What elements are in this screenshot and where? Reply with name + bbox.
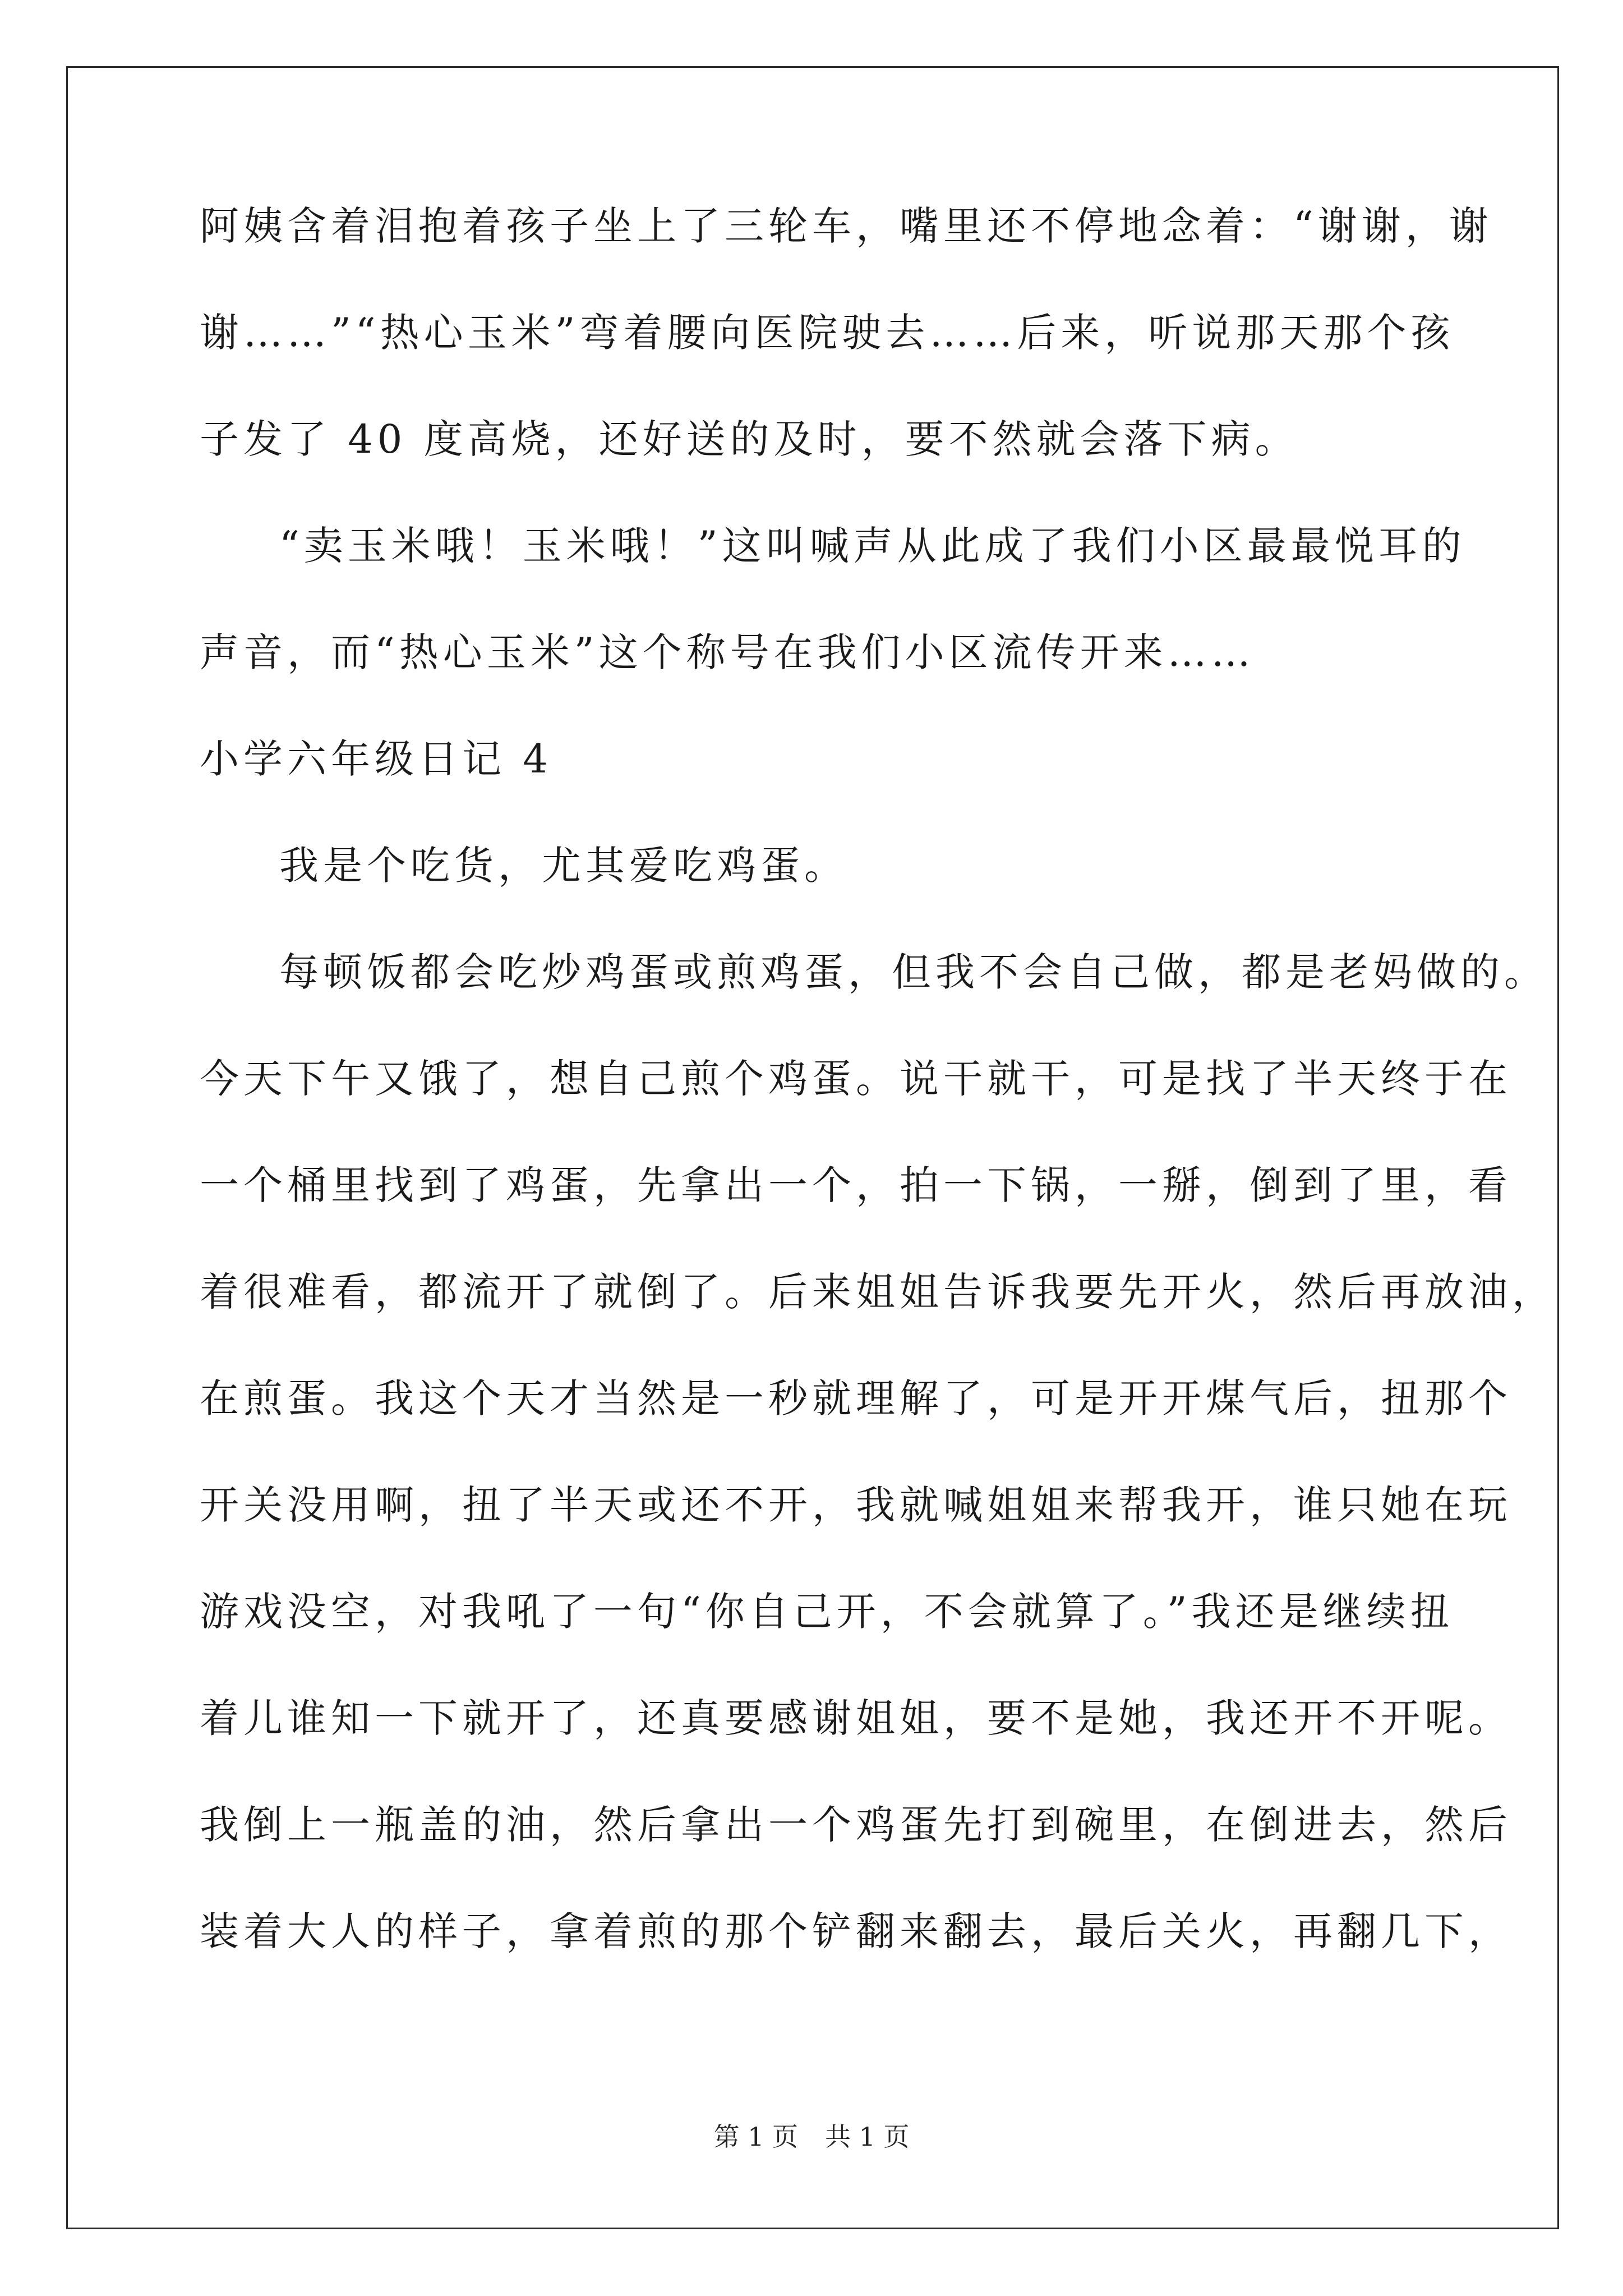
page-border: [66, 66, 1559, 2229]
text-line: 声音，而“热心玉米”这个称号在我们小区流传开来……: [200, 629, 1255, 675]
text-line: 谢……”“热心玉米”弯着腰向医院驶去……后来，听说那天那个孩: [200, 310, 1455, 356]
diary-heading: 小学六年级日记 4: [200, 736, 552, 782]
text-line: “卖玉米哦！玉米哦！”这叫喊声从此成了我们小区最最悦耳的: [279, 523, 1466, 569]
page-number: 第 1 页: [713, 2122, 798, 2152]
text-line: 一个桶里找到了鸡蛋，先拿出一个，拍一下锅，一掰，倒到了里，看: [200, 1162, 1512, 1208]
text-line: 子发了 40 度高烧，还好送的及时，要不然就会落下病。: [200, 416, 1299, 462]
page-total: 共 1 页: [825, 2122, 910, 2152]
text-line: 每顿饭都会吃炒鸡蛋或煎鸡蛋，但我不会自己做，都是老妈做的。: [279, 949, 1548, 995]
text-line: 我是个吃货，尤其爱吃鸡蛋。: [279, 843, 848, 889]
text-line: 装着大人的样子，拿着煎的那个铲翻来翻去，最后关火，再翻几下，: [200, 1908, 1512, 1954]
text-line: 游戏没空，对我吼了一句“你自己开，不会就算了。”我还是继续扭: [200, 1589, 1454, 1635]
text-line: 阿姨含着泪抱着孩子坐上了三轮车，嘴里还不停地念着：“谢谢，谢: [200, 203, 1493, 249]
text-line: 我倒上一瓶盖的油，然后拿出一个鸡蛋先打到碗里，在倒进去，然后: [200, 1802, 1512, 1848]
text-line: 着儿谁知一下就开了，还真要感谢姐姐，要不是她，我还开不开呢。: [200, 1695, 1512, 1741]
text-line: 在煎蛋。我这个天才当然是一秒就理解了，可是开开煤气后，扭那个: [200, 1375, 1512, 1421]
text-line: 开关没用啊，扭了半天或还不开，我就喊姐姐来帮我开，谁只她在玩: [200, 1482, 1512, 1528]
text-line: 着很难看，都流开了就倒了。后来姐姐告诉我要先开火，然后再放油，: [200, 1269, 1556, 1315]
text-line: 今天下午又饿了，想自己煎个鸡蛋。说干就干，可是找了半天终于在: [200, 1056, 1512, 1102]
page-footer: [0, 2124, 1623, 2150]
